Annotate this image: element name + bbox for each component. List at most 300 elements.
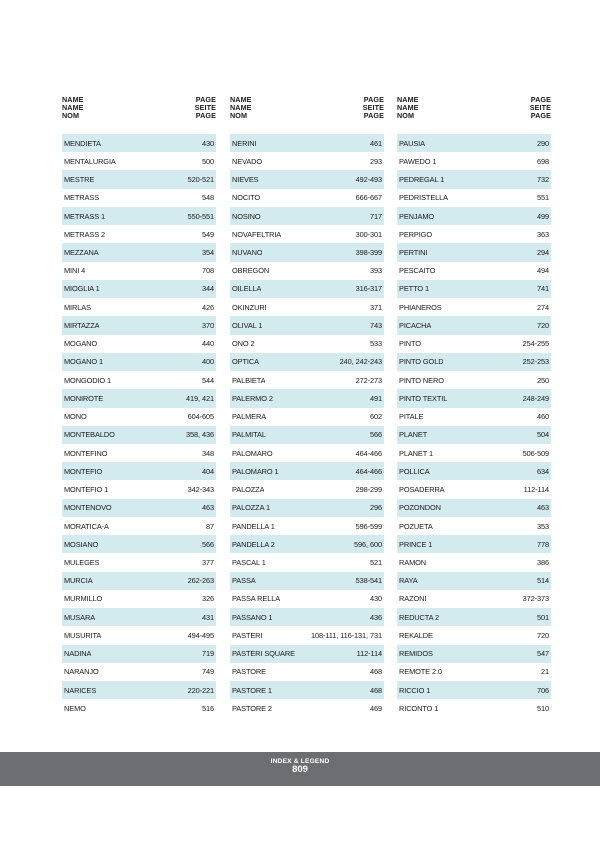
entry-page: 492-493 <box>355 175 382 185</box>
header-label: NOM <box>62 111 80 121</box>
index-row <box>230 681 384 699</box>
index-row <box>397 170 551 188</box>
index-row <box>230 444 384 462</box>
index-column <box>230 95 384 713</box>
index-row <box>62 681 216 699</box>
index-row <box>230 353 384 371</box>
entry-name: RAZONI <box>399 594 427 604</box>
entry-name: RAYA <box>399 576 418 586</box>
entry-page: 499 <box>536 211 549 221</box>
entry-page: 548 <box>201 193 214 203</box>
entry-page: 342-343 <box>187 485 214 495</box>
header-label: NAME <box>230 95 252 104</box>
index-row <box>62 499 216 517</box>
entry-name: PALMITAL <box>232 430 266 440</box>
entry-page: 87 <box>205 521 214 531</box>
index-row <box>230 152 384 170</box>
entry-page: 372-373 <box>522 594 549 604</box>
page-footer <box>0 752 600 786</box>
entry-page: 344 <box>201 284 214 294</box>
entry-name: PANDELLA 2 <box>232 539 275 549</box>
index-row <box>230 371 384 389</box>
entry-page: 501 <box>536 612 549 622</box>
entry-page: 377 <box>201 558 214 567</box>
entry-page: 719 <box>201 649 214 659</box>
entry-page: 538-541 <box>355 576 382 586</box>
entry-name: MUSURITA <box>64 630 102 640</box>
header-label: NOM <box>397 111 415 121</box>
entry-name: PAWEDO 1 <box>399 156 437 166</box>
index-row <box>62 298 216 316</box>
column-header <box>230 96 384 132</box>
entry-page: 468 <box>369 667 382 677</box>
entry-name: POSADERRA <box>399 485 445 495</box>
entry-name: PETTO 1 <box>399 284 429 294</box>
entry-page: 743 <box>369 320 382 330</box>
entry-name: REDUCTA 2 <box>399 612 440 622</box>
index-row <box>397 262 551 280</box>
index-row <box>397 426 551 444</box>
entry-page: 290 <box>536 138 549 148</box>
entry-name: MIRTAZZA <box>64 320 100 330</box>
header-name-labels <box>62 96 84 132</box>
entry-page: 604-605 <box>187 412 214 422</box>
index-rows <box>62 134 216 718</box>
index-row <box>62 517 216 535</box>
entry-page: 430 <box>369 594 382 604</box>
entry-page: 436 <box>369 612 382 622</box>
entry-page: 741 <box>536 284 549 294</box>
entry-page: 521 <box>369 558 382 567</box>
entry-name: OLIVAL 1 <box>232 320 263 330</box>
entry-page: 520-521 <box>187 175 214 185</box>
index-row <box>397 207 551 225</box>
entry-name: PLANET 1 <box>399 448 433 458</box>
entry-page: 21 <box>540 667 549 677</box>
index-row <box>230 626 384 644</box>
header-name-labels <box>230 96 252 132</box>
entry-name: PASTERI <box>232 630 263 640</box>
entry-name: MIOGLIA 1 <box>64 284 100 294</box>
header-label: PAGE <box>363 111 384 121</box>
header-label: SEITE <box>194 103 216 113</box>
index-row <box>397 353 551 371</box>
entry-page: 254-255 <box>522 339 549 349</box>
index-row <box>62 316 216 334</box>
entry-page: 468 <box>369 685 382 695</box>
index-row <box>62 353 216 371</box>
header-label: SEITE <box>362 103 384 113</box>
index-row <box>230 572 384 590</box>
index-row <box>397 572 551 590</box>
entry-name: NEVADO <box>232 156 263 166</box>
entry-page: 464-466 <box>355 448 382 458</box>
entry-name: PERTINI <box>399 248 428 258</box>
index-row <box>397 371 551 389</box>
entry-page: 371 <box>369 302 382 312</box>
entry-name: MORATICA-A <box>64 521 109 531</box>
entry-page: 272-273 <box>355 375 382 385</box>
entry-name: PINTO <box>399 339 421 349</box>
index-row <box>397 335 551 353</box>
entry-name: NERINI <box>232 138 257 148</box>
index-row <box>230 389 384 407</box>
index-row <box>397 444 551 462</box>
entry-name: PENJAMO <box>399 211 435 221</box>
entry-page: 666-667 <box>355 193 382 203</box>
entry-name: MURCIA <box>64 576 93 586</box>
index-row <box>230 535 384 553</box>
entry-page: 491 <box>369 393 382 403</box>
index-row <box>62 462 216 480</box>
index-row <box>397 316 551 334</box>
entry-name: MONIROTE <box>64 393 104 403</box>
index-row <box>62 590 216 608</box>
index-row <box>62 207 216 225</box>
index-row <box>230 517 384 535</box>
header-label: SEITE <box>529 103 551 113</box>
index-row <box>230 170 384 188</box>
entry-page: 370 <box>201 320 214 330</box>
entry-page: 220-221 <box>187 685 214 695</box>
entry-name: NOSINO <box>232 211 261 221</box>
entry-name: PRINCE 1 <box>399 539 433 549</box>
header-label: PAGE <box>195 95 216 104</box>
index-row <box>397 243 551 261</box>
entry-name: NARANJO <box>64 667 99 677</box>
entry-page: 386 <box>536 558 549 567</box>
index-row <box>397 553 551 571</box>
index-row <box>230 663 384 681</box>
entry-name: NIEVES <box>232 175 259 185</box>
entry-name: MONTEFIO <box>64 466 103 476</box>
entry-name: POZONDON <box>399 503 441 513</box>
index-row <box>230 408 384 426</box>
entry-name: RAMON <box>399 558 427 567</box>
index-row <box>397 645 551 663</box>
entry-name: ONO 2 <box>232 339 255 349</box>
entry-page: 252-253 <box>522 357 549 367</box>
index-row <box>397 608 551 626</box>
index-row <box>230 335 384 353</box>
index-row <box>397 626 551 644</box>
index-row <box>397 189 551 207</box>
entry-name: MONTENOVO <box>64 503 112 513</box>
entry-page: 596, 600 <box>354 539 382 549</box>
entry-page: 296 <box>369 503 382 513</box>
index-column <box>62 95 216 713</box>
entry-page: 504 <box>536 430 549 440</box>
entry-name: RICCIO 1 <box>399 685 431 695</box>
entry-page: 698 <box>536 156 549 166</box>
index-columns <box>62 96 554 726</box>
index-row <box>397 134 551 152</box>
index-row <box>62 262 216 280</box>
entry-page: 634 <box>536 466 549 476</box>
header-page-labels <box>363 96 384 132</box>
index-row <box>62 535 216 553</box>
footer-title: INDEX & LEGEND <box>270 758 330 765</box>
index-row <box>62 699 216 717</box>
entry-name: MIRLAS <box>64 302 91 312</box>
header-page-labels <box>530 96 551 132</box>
entry-page: 549 <box>201 229 214 239</box>
index-row <box>230 225 384 243</box>
entry-page: 749 <box>201 667 214 677</box>
entry-page: 293 <box>369 156 382 166</box>
header-label: NAME <box>397 95 419 104</box>
entry-name: MONTEBALDO <box>64 430 115 440</box>
index-row <box>397 681 551 699</box>
header-label: PAGE <box>530 111 551 121</box>
index-rows <box>230 134 384 718</box>
entry-name: OPTICA <box>232 357 259 367</box>
entry-page: 464-466 <box>355 466 382 476</box>
index-row <box>62 626 216 644</box>
entry-page: 566 <box>201 539 214 549</box>
index-row <box>230 134 384 152</box>
entry-name: PERPIGO <box>399 229 432 239</box>
index-row <box>397 663 551 681</box>
entry-name: PLANET <box>399 430 428 440</box>
entry-name: OKINZURI <box>232 302 267 312</box>
index-column <box>397 95 551 713</box>
entry-name: PINTO GOLD <box>399 357 444 367</box>
entry-page: 602 <box>369 412 382 422</box>
entry-name: PASSANO 1 <box>232 612 273 622</box>
entry-name: NARICES <box>64 685 97 695</box>
entry-page: 469 <box>369 703 382 713</box>
entry-page: 354 <box>201 248 214 258</box>
entry-page: 494 <box>536 266 549 276</box>
entry-name: PALERMO 2 <box>232 393 273 403</box>
index-row <box>230 480 384 498</box>
entry-page: 547 <box>536 649 549 659</box>
entry-page: 398-399 <box>355 248 382 258</box>
entry-page: 708 <box>201 266 214 276</box>
entry-name: MENDIETA <box>64 138 101 148</box>
index-row <box>62 480 216 498</box>
index-row <box>397 462 551 480</box>
index-row <box>230 189 384 207</box>
index-row <box>230 462 384 480</box>
entry-name: MOSIANO <box>64 539 99 549</box>
entry-name: NEMO <box>64 703 86 713</box>
index-row <box>62 134 216 152</box>
entry-name: MONTEFINO <box>64 448 108 458</box>
entry-page: 720 <box>536 630 549 640</box>
entry-page: 706 <box>536 685 549 695</box>
index-row <box>230 243 384 261</box>
index-row <box>62 663 216 681</box>
entry-name: PINTO TEXTIL <box>399 393 448 403</box>
entry-page: 544 <box>201 375 214 385</box>
entry-name: MINI 4 <box>64 266 86 276</box>
entry-name: MEZZANA <box>64 248 99 258</box>
entry-name: PALOMARO 1 <box>232 466 279 476</box>
entry-name: PHIANEROS <box>399 302 442 312</box>
entry-name: MURMILLO <box>64 594 103 604</box>
entry-name: RICONTO 1 <box>399 703 439 713</box>
entry-name: PAUSIA <box>399 138 425 148</box>
entry-page: 510 <box>536 703 549 713</box>
entry-name: PESCAITO <box>399 266 436 276</box>
entry-page: 112-114 <box>356 649 382 659</box>
entry-name: POLLICA <box>399 466 430 476</box>
index-row <box>397 389 551 407</box>
entry-page: 426 <box>201 302 214 312</box>
entry-page: 732 <box>536 175 549 185</box>
index-row <box>397 225 551 243</box>
entry-name: PEDRISTELLA <box>399 193 449 203</box>
index-row <box>62 444 216 462</box>
entry-page: 494-495 <box>187 630 214 640</box>
header-label: NAME <box>62 103 84 113</box>
header-label: PAGE <box>195 111 216 121</box>
index-row <box>230 499 384 517</box>
index-row <box>230 590 384 608</box>
header-name-labels <box>397 96 419 132</box>
entry-name: PALBIETA <box>232 375 266 385</box>
entry-page: 430 <box>201 138 214 148</box>
entry-name: NOCITO <box>232 193 261 203</box>
column-header <box>62 96 216 132</box>
index-row <box>62 608 216 626</box>
index-row <box>62 371 216 389</box>
entry-name: PALMERA <box>232 412 267 422</box>
index-row <box>62 645 216 663</box>
entry-name: PITALE <box>399 412 424 422</box>
entry-name: PICACHA <box>399 320 432 330</box>
entry-page: 431 <box>201 612 214 622</box>
index-row <box>230 608 384 626</box>
entry-page: 506-509 <box>522 448 549 458</box>
entry-page: 240, 242-243 <box>339 357 382 367</box>
entry-name: PALOMARO <box>232 448 273 458</box>
index-row <box>230 280 384 298</box>
index-row <box>62 189 216 207</box>
entry-page: 248-249 <box>522 393 549 403</box>
entry-page: 250 <box>536 375 549 385</box>
entry-page: 500 <box>201 156 214 166</box>
header-label: NOM <box>230 111 248 121</box>
index-row <box>62 408 216 426</box>
entry-page: 461 <box>369 138 382 148</box>
header-page-labels <box>195 96 216 132</box>
entry-page: 419, 421 <box>186 393 214 403</box>
entry-name: PALOZZA 1 <box>232 503 270 513</box>
entry-page: 778 <box>536 539 549 549</box>
entry-page: 300-301 <box>355 229 382 239</box>
entry-name: MOGANO 1 <box>64 357 104 367</box>
entry-name: REKALDE <box>399 630 433 640</box>
index-row <box>397 298 551 316</box>
index-row <box>397 408 551 426</box>
entry-name: PASSA RELLA <box>232 594 281 604</box>
index-row <box>62 280 216 298</box>
entry-page: 463 <box>201 503 214 513</box>
entry-page: 400 <box>201 357 214 367</box>
entry-name: METRASS 1 <box>64 211 105 221</box>
entry-name: PINTO NERO <box>399 375 444 385</box>
index-row <box>397 480 551 498</box>
index-row <box>62 389 216 407</box>
entry-page: 566 <box>369 430 382 440</box>
page-number: 809 <box>292 764 308 775</box>
header-label: NAME <box>397 103 419 113</box>
index-row <box>230 553 384 571</box>
entry-name: MESTRE <box>64 175 95 185</box>
entry-name: MENTALURGIA <box>64 156 116 166</box>
index-row <box>230 298 384 316</box>
entry-page: 460 <box>536 412 549 422</box>
index-row <box>397 517 551 535</box>
entry-page: 298-299 <box>355 485 382 495</box>
entry-page: 316-317 <box>355 284 382 294</box>
entry-page: 550-551 <box>187 211 214 221</box>
index-row <box>397 280 551 298</box>
entry-name: PASTORE 1 <box>232 685 272 695</box>
entry-name: PEDREGAL 1 <box>399 175 445 185</box>
header-label: PAGE <box>530 95 551 104</box>
entry-name: METRASS <box>64 193 100 203</box>
entry-name: MUSARA <box>64 612 96 622</box>
index-row <box>62 170 216 188</box>
index-row <box>62 553 216 571</box>
entry-name: REMOTE 2.0 <box>399 667 442 677</box>
entry-page: 348 <box>201 448 214 458</box>
entry-page: 533 <box>369 339 382 349</box>
entry-name: PALOZZA <box>232 485 265 495</box>
index-row <box>397 499 551 517</box>
entry-name: PANDELLA 1 <box>232 521 275 531</box>
entry-name: METRASS 2 <box>64 229 105 239</box>
entry-page: 326 <box>201 594 214 604</box>
entry-name: MONGODIO 1 <box>64 375 112 385</box>
entry-name: PASCAL 1 <box>232 558 266 567</box>
entry-name: PASSA <box>232 576 256 586</box>
entry-page: 404 <box>201 466 214 476</box>
entry-name: MONO <box>64 412 87 422</box>
entry-page: 274 <box>536 302 549 312</box>
entry-name: NUVANO <box>232 248 263 258</box>
entry-name: NADINA <box>64 649 92 659</box>
index-row <box>62 152 216 170</box>
entry-page: 516 <box>201 703 214 713</box>
column-header <box>397 96 551 132</box>
entry-name: NOVAFELTRIA <box>232 229 282 239</box>
index-row <box>230 645 384 663</box>
index-row <box>397 699 551 717</box>
entry-page: 353 <box>536 521 549 531</box>
index-row <box>230 426 384 444</box>
index-row <box>230 207 384 225</box>
entry-page: 112-114 <box>523 485 549 495</box>
entry-page: 393 <box>369 266 382 276</box>
index-row <box>230 316 384 334</box>
index-row <box>62 243 216 261</box>
entry-name: MULEGES <box>64 558 100 567</box>
entry-name: REMIDOS <box>399 649 433 659</box>
entry-page: 463 <box>536 503 549 513</box>
entry-name: PASTORE 2 <box>232 703 272 713</box>
index-row <box>230 262 384 280</box>
index-row <box>230 699 384 717</box>
header-label: NAME <box>62 95 84 104</box>
entry-name: OILELLA <box>232 284 262 294</box>
entry-page: 720 <box>536 320 549 330</box>
index-row <box>62 426 216 444</box>
